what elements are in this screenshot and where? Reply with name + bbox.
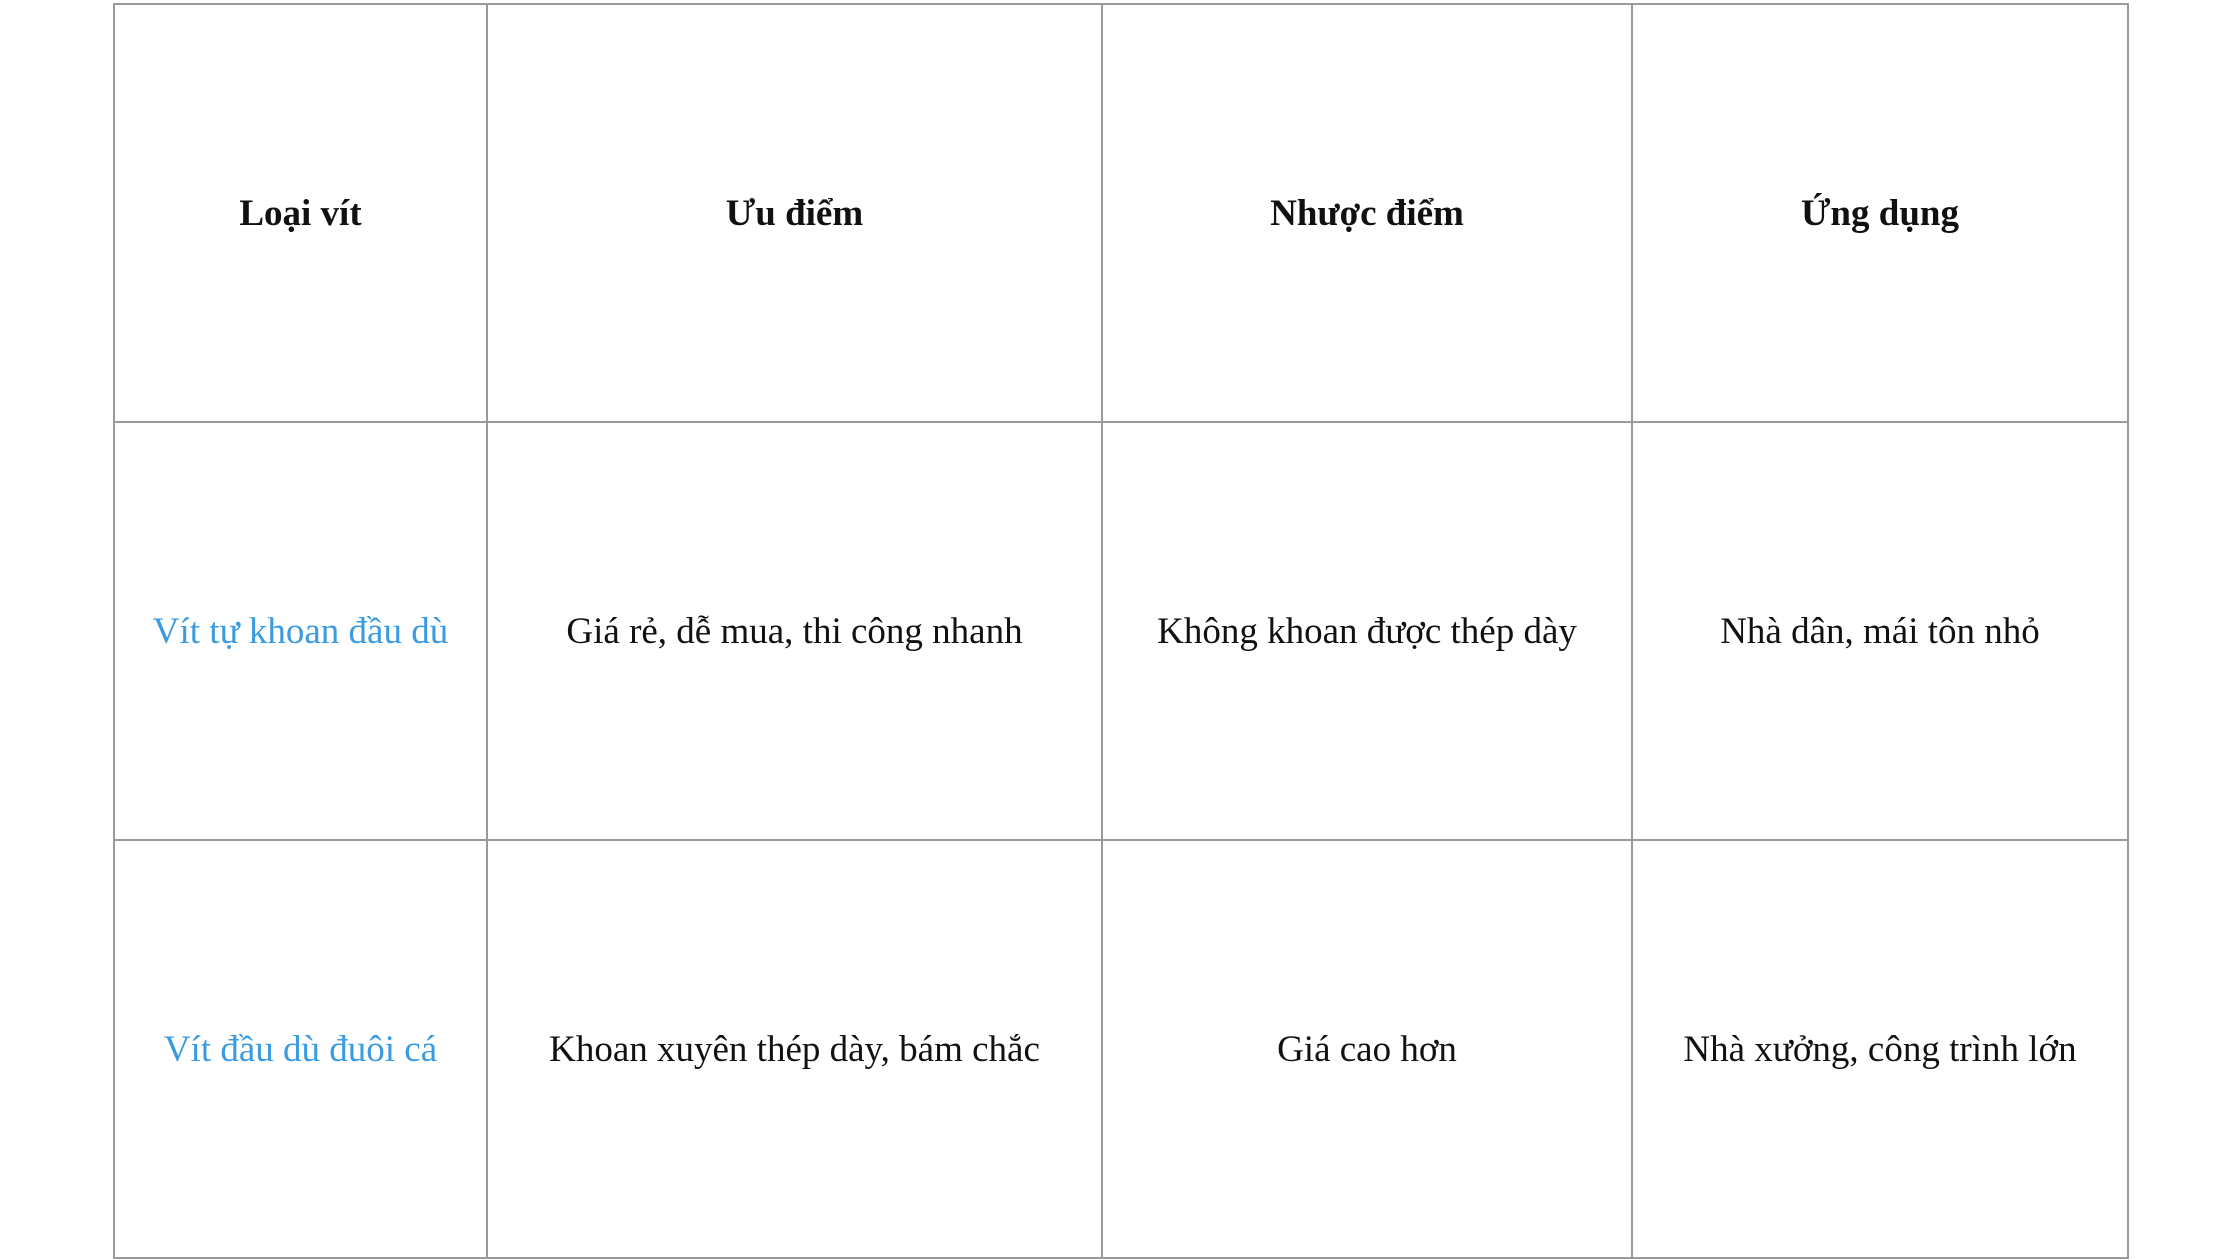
header-cell-type: Loại vít	[114, 4, 487, 422]
cell-pros: Khoan xuyên thép dày, bám chắc	[487, 840, 1102, 1258]
cell-pros: Giá rẻ, dễ mua, thi công nhanh	[487, 422, 1102, 840]
cell-cons: Giá cao hơn	[1102, 840, 1632, 1258]
screw-type-link[interactable]: Vít tự khoan đầu dù	[152, 610, 449, 652]
cell-cons: Không khoan được thép dày	[1102, 422, 1632, 840]
screw-type-link[interactable]: Vít đầu dù đuôi cá	[163, 1028, 438, 1070]
screw-comparison-table	[113, 3, 2129, 1259]
cell-type	[114, 840, 487, 1258]
cell-use: Nhà xưởng, công trình lớn	[1632, 840, 2128, 1258]
table-row	[114, 840, 2128, 1258]
cell-type	[114, 422, 487, 840]
header-cell-cons: Nhược điểm	[1102, 4, 1632, 422]
header-cell-pros: Ưu điểm	[487, 4, 1102, 422]
header-row	[114, 4, 2128, 422]
table-row	[114, 422, 2128, 840]
header-cell-use: Ứng dụng	[1632, 4, 2128, 422]
cell-use: Nhà dân, mái tôn nhỏ	[1632, 422, 2128, 840]
